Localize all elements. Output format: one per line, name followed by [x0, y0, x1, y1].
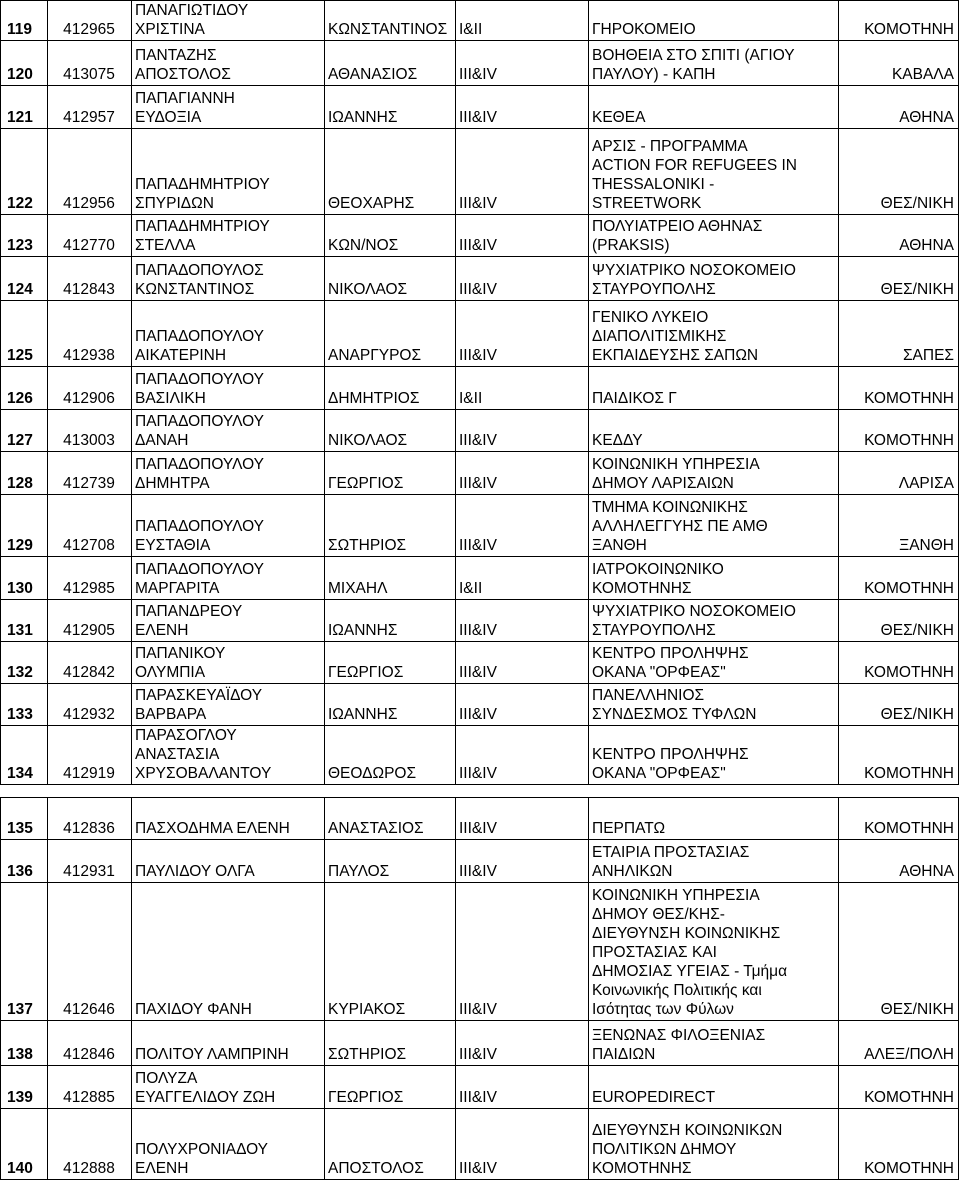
registration-id: 412931: [48, 840, 132, 883]
city-name: ΑΘΗΝΑ: [839, 215, 959, 257]
row-number: 131: [1, 600, 48, 642]
father-name: ΘΕΟΧΑΡΗΣ: [325, 129, 456, 215]
table-row: [1, 410, 959, 452]
row-number: 121: [1, 86, 48, 129]
registration-id: 413075: [48, 41, 132, 86]
semester-level: ΙΙΙ&ΙV: [456, 883, 589, 1021]
agency-name: ΙΑΤΡΟΚΟΙΝΩΝΙΚΟ ΚΟΜΟΤΗΝΗΣ: [589, 557, 839, 600]
row-number: 127: [1, 410, 48, 452]
father-name: ΘΕΟΔΩΡΟΣ: [325, 726, 456, 785]
agency-name: ΚΕΝΤΡΟ ΠΡΟΛΗΨΗΣ ΟΚΑΝΑ "ΟΡΦΕΑΣ": [589, 726, 839, 785]
table-row: [1, 600, 959, 642]
student-name: ΠΑΡΑΣΟΓΛΟΥ ΑΝΑΣΤΑΣΙΑ ΧΡΥΣΟΒΑΛΑΝΤΟΥ: [132, 726, 325, 785]
table-row: [1, 301, 959, 367]
agency-name: ΠΟΛΥΙΑΤΡΕΙΟ ΑΘΗΝΑΣ (PRAKSIS): [589, 215, 839, 257]
semester-level: ΙΙΙ&ΙV: [456, 1021, 589, 1066]
table-row: [1, 1021, 959, 1066]
father-name: ΝΙΚΟΛΑΟΣ: [325, 257, 456, 301]
table-row: [1, 557, 959, 600]
table-row: [1, 1066, 959, 1109]
agency-name: ΚΕΘΕΑ: [589, 86, 839, 129]
registration-id: 412842: [48, 642, 132, 684]
row-number: 125: [1, 301, 48, 367]
registration-id: 412885: [48, 1066, 132, 1109]
row-number: 132: [1, 642, 48, 684]
table-row: [1, 129, 959, 215]
father-name: ΚΥΡΙΑΚΟΣ: [325, 883, 456, 1021]
student-name: ΠΑΠΑΔΟΠΟΥΛΟΥ ΑΙΚΑΤΕΡΙΝΗ: [132, 301, 325, 367]
father-name: ΑΝΑΣΤΑΣΙΟΣ: [325, 798, 456, 840]
father-name: ΚΩΝ/ΝΟΣ: [325, 215, 456, 257]
row-number: 139: [1, 1066, 48, 1109]
row-number: 128: [1, 452, 48, 495]
student-name: ΠΟΛΙΤΟΥ ΛΑΜΠΡΙΝΗ: [132, 1021, 325, 1066]
agency-name: EUROPEDIRECT: [589, 1066, 839, 1109]
father-name: ΓΕΩΡΓΙΟΣ: [325, 452, 456, 495]
semester-level: Ι&ΙΙ: [456, 1, 589, 41]
semester-level: ΙΙΙ&ΙV: [456, 86, 589, 129]
table-row: [1, 684, 959, 726]
city-name: ΚΟΜΟΤΗΝΗ: [839, 557, 959, 600]
table-row: [1, 452, 959, 495]
city-name: ΣΑΠΕΣ: [839, 301, 959, 367]
semester-level: Ι&ΙΙ: [456, 557, 589, 600]
row-number: 140: [1, 1109, 48, 1180]
agency-name: ΕΤΑΙΡΙΑ ΠΡΟΣΤΑΣΙΑΣ ΑΝΗΛΙΚΩΝ: [589, 840, 839, 883]
city-name: ΚΟΜΟΤΗΝΗ: [839, 726, 959, 785]
father-name: ΑΠΟΣΤΟΛΟΣ: [325, 1109, 456, 1180]
father-name: ΚΩΝΣΤΑΝΤΙΝΟΣ: [325, 1, 456, 41]
table-row: [1, 642, 959, 684]
student-name: ΠΑΡΑΣΚΕΥΑΪΔΟΥ ΒΑΡΒΑΡΑ: [132, 684, 325, 726]
semester-level: ΙΙΙ&ΙV: [456, 684, 589, 726]
table-row: [1, 883, 959, 1021]
city-name: ΑΘΗΝΑ: [839, 840, 959, 883]
father-name: ΙΩΑΝΝΗΣ: [325, 600, 456, 642]
semester-level: ΙΙΙ&ΙV: [456, 495, 589, 557]
semester-level: ΙΙΙ&ΙV: [456, 129, 589, 215]
city-name: ΘΕΣ/ΝΙΚΗ: [839, 684, 959, 726]
registration-id: 412905: [48, 600, 132, 642]
agency-name: ΚΟΙΝΩΝΙΚΗ ΥΠΗΡΕΣΙΑ ΔΗΜΟΥ ΘΕΣ/ΚΗΣ- ΔΙΕΥΘΥΝΣΗ ΚΟΙΝΩΝΙΚΗΣ ΠΡΟΣΤΑΣΙΑΣ ΚΑΙ ΔΗΜΟΣΙΑΣ ΥΓΕΙΑΣ - Τμήμα Κοινωνικής Πολιτικής και Ισότητας των Φύλων: [589, 883, 839, 1021]
row-number: 129: [1, 495, 48, 557]
father-name: ΑΘΑΝΑΣΙΟΣ: [325, 41, 456, 86]
semester-level: ΙΙΙ&ΙV: [456, 642, 589, 684]
city-name: ΚΟΜΟΤΗΝΗ: [839, 1066, 959, 1109]
registration-id: 412836: [48, 798, 132, 840]
father-name: ΓΕΩΡΓΙΟΣ: [325, 1066, 456, 1109]
agency-name: ΤΜΗΜΑ ΚΟΙΝΩΝΙΚΗΣ ΑΛΛΗΛΕΓΓΥΗΣ ΠΕ ΑΜΘ ΞΑΝΘΗ: [589, 495, 839, 557]
table-row: [1, 1109, 959, 1180]
registration-id: 412708: [48, 495, 132, 557]
table-row: [1, 41, 959, 86]
father-name: ΜΙΧΑΗΛ: [325, 557, 456, 600]
semester-level: ΙΙΙ&ΙV: [456, 41, 589, 86]
student-name: ΠΑΠΑΓΙΑΝΝΗ ΕΥΔΟΞΙΑ: [132, 86, 325, 129]
agency-name: ΚΕΔΔΥ: [589, 410, 839, 452]
city-name: ΚΟΜΟΤΗΝΗ: [839, 410, 959, 452]
row-number: 123: [1, 215, 48, 257]
table-row: [1, 495, 959, 557]
row-number: 133: [1, 684, 48, 726]
registration-id: 412957: [48, 86, 132, 129]
registration-id: 412938: [48, 301, 132, 367]
student-name: ΠΑΠΑΔΗΜΗΤΡΙΟΥ ΣΠΥΡΙΔΩΝ: [132, 129, 325, 215]
table-row: [1, 86, 959, 129]
semester-level: ΙΙΙ&ΙV: [456, 1066, 589, 1109]
agency-name: ΠΕΡΠΑΤΩ: [589, 798, 839, 840]
city-name: ΘΕΣ/ΝΙΚΗ: [839, 257, 959, 301]
student-name: ΠΑΝΑΓΙΩΤΙΔΟΥ ΧΡΙΣΤΙΝΑ: [132, 1, 325, 41]
registration-id: 412846: [48, 1021, 132, 1066]
row-number: 124: [1, 257, 48, 301]
registration-id: 412646: [48, 883, 132, 1021]
city-name: ΑΘΗΝΑ: [839, 86, 959, 129]
registration-id: 412843: [48, 257, 132, 301]
city-name: ΚΑΒΑΛΑ: [839, 41, 959, 86]
registration-id: 412888: [48, 1109, 132, 1180]
agency-name: ΓΗΡΟΚΟΜΕΙΟ: [589, 1, 839, 41]
father-name: ΝΙΚΟΛΑΟΣ: [325, 410, 456, 452]
semester-level: ΙΙΙ&ΙV: [456, 215, 589, 257]
registration-id: 412965: [48, 1, 132, 41]
semester-level: ΙΙΙ&ΙV: [456, 798, 589, 840]
table-row: [1, 726, 959, 785]
registration-id: 412770: [48, 215, 132, 257]
city-name: ΛΑΡΙΣΑ: [839, 452, 959, 495]
registration-id: 412932: [48, 684, 132, 726]
father-name: ΑΝΑΡΓΥΡΟΣ: [325, 301, 456, 367]
row-number: 130: [1, 557, 48, 600]
row-number: 135: [1, 798, 48, 840]
student-name: ΠΟΛΥΧΡΟΝΙΑΔΟΥ ΕΛΕΝΗ: [132, 1109, 325, 1180]
student-name: ΠΑΥΛΙΔΟΥ ΟΛΓΑ: [132, 840, 325, 883]
student-name: ΠΑΠΑΔΟΠΟΥΛΟΥ ΒΑΣΙΛΙΚΗ: [132, 367, 325, 410]
registration-id: 412919: [48, 726, 132, 785]
student-name: ΠΑΠΑΔΟΠΟΥΛΟΥ ΜΑΡΓΑΡΙΤΑ: [132, 557, 325, 600]
row-number: 126: [1, 367, 48, 410]
father-name: ΔΗΜΗΤΡΙΟΣ: [325, 367, 456, 410]
row-number: 136: [1, 840, 48, 883]
row-number: 137: [1, 883, 48, 1021]
city-name: ΚΟΜΟΤΗΝΗ: [839, 642, 959, 684]
father-name: ΠΑΥΛΟΣ: [325, 840, 456, 883]
father-name: ΙΩΑΝΝΗΣ: [325, 86, 456, 129]
table-row: [1, 215, 959, 257]
registration-id: 412985: [48, 557, 132, 600]
student-name: ΠΑΠΑΝΔΡΕΟΥ ΕΛΕΝΗ: [132, 600, 325, 642]
semester-level: ΙΙΙ&ΙV: [456, 301, 589, 367]
student-name: ΠΟΛΥΖΑ ΕΥΑΓΓΕΛΙΔΟΥ ΖΩΗ: [132, 1066, 325, 1109]
agency-name: ΠΑΙΔΙΚΟΣ Γ: [589, 367, 839, 410]
row-number: 119: [1, 1, 48, 41]
city-name: ΚΟΜΟΤΗΝΗ: [839, 798, 959, 840]
semester-level: ΙΙΙ&ΙV: [456, 452, 589, 495]
city-name: ΑΛΕΞ/ΠΟΛΗ: [839, 1021, 959, 1066]
city-name: ΚΟΜΟΤΗΝΗ: [839, 367, 959, 410]
city-name: ΚΟΜΟΤΗΝΗ: [839, 1109, 959, 1180]
table-row: [1, 798, 959, 840]
agency-name: ΨΥΧΙΑΤΡΙΚΟ ΝΟΣΟΚΟΜΕΙΟ ΣΤΑΥΡΟΥΠΟΛΗΣ: [589, 257, 839, 301]
agency-name: ΠΑΝΕΛΛΗΝΙΟΣ ΣΥΝΔΕΣΜΟΣ ΤΥΦΛΩΝ: [589, 684, 839, 726]
father-name: ΣΩΤΗΡΙΟΣ: [325, 1021, 456, 1066]
semester-level: ΙΙΙ&ΙV: [456, 840, 589, 883]
semester-level: ΙΙΙ&ΙV: [456, 1109, 589, 1180]
city-name: ΘΕΣ/ΝΙΚΗ: [839, 600, 959, 642]
city-name: ΚΟΜΟΤΗΝΗ: [839, 1, 959, 41]
student-name: ΠΑΠΑΔΟΠΟΥΛΟΥ ΔΑΝΑΗ: [132, 410, 325, 452]
registration-id: 412906: [48, 367, 132, 410]
student-name: ΠΑΣΧΟΔΗΜΑ ΕΛΕΝΗ: [132, 798, 325, 840]
father-name: ΙΩΑΝΝΗΣ: [325, 684, 456, 726]
father-name: ΣΩΤΗΡΙΟΣ: [325, 495, 456, 557]
row-number: 134: [1, 726, 48, 785]
agency-name: ΓΕΝΙΚΟ ΛΥΚΕΙΟ ΔΙΑΠΟΛΙΤΙΣΜΙΚΗΣ ΕΚΠΑΙΔΕΥΣΗΣ ΣΑΠΩΝ: [589, 301, 839, 367]
city-name: ΞΑΝΘΗ: [839, 495, 959, 557]
student-name: ΠΑΧΙΔΟΥ ΦΑΝΗ: [132, 883, 325, 1021]
agency-name: ΒΟΗΘΕΙΑ ΣΤΟ ΣΠΙΤΙ (ΑΓΙΟΥ ΠΑΥΛΟΥ) - ΚΑΠΗ: [589, 41, 839, 86]
table-row: [1, 367, 959, 410]
row-number: 120: [1, 41, 48, 86]
table-row: [1, 1, 959, 41]
father-name: ΓΕΩΡΓΙΟΣ: [325, 642, 456, 684]
row-number: 138: [1, 1021, 48, 1066]
student-name: ΠΑΠΑΝΙΚΟΥ ΟΛΥΜΠΙΑ: [132, 642, 325, 684]
table-row: [1, 257, 959, 301]
agency-name: ΨΥΧΙΑΤΡΙΚΟ ΝΟΣΟΚΟΜΕΙΟ ΣΤΑΥΡΟΥΠΟΛΗΣ: [589, 600, 839, 642]
semester-level: ΙΙΙ&ΙV: [456, 257, 589, 301]
student-name: ΠΑΠΑΔΗΜΗΤΡΙΟΥ ΣΤΕΛΛΑ: [132, 215, 325, 257]
row-number: 122: [1, 129, 48, 215]
agency-name: ΚΟΙΝΩΝΙΚΗ ΥΠΗΡΕΣΙΑ ΔΗΜΟΥ ΛΑΡΙΣΑΙΩΝ: [589, 452, 839, 495]
student-name: ΠΑΠΑΔΟΠΟΥΛΟΣ ΚΩΝΣΤΑΝΤΙΝΟΣ: [132, 257, 325, 301]
agency-name: ΞΕΝΩΝΑΣ ΦΙΛΟΞΕΝΙΑΣ ΠΑΙΔΙΩΝ: [589, 1021, 839, 1066]
agency-name: ΔΙΕΥΘΥΝΣΗ ΚΟΙΝΩΝΙΚΩΝ ΠΟΛΙΤΙΚΩΝ ΔΗΜΟΥ ΚΟΜΟΤΗΝΗΣ: [589, 1109, 839, 1180]
city-name: ΘΕΣ/ΝΙΚΗ: [839, 883, 959, 1021]
semester-level: Ι&ΙΙ: [456, 367, 589, 410]
student-name: ΠΑΠΑΔΟΠΟΥΛΟΥ ΔΗΜΗΤΡΑ: [132, 452, 325, 495]
agency-name: ΑΡΣΙΣ - ΠΡΟΓΡΑΜΜΑ ACTION FOR REFUGEES IN THESSALONIKI - STREETWORK: [589, 129, 839, 215]
registration-id: 413003: [48, 410, 132, 452]
registration-id: 412956: [48, 129, 132, 215]
placement-table-2: [0, 797, 959, 1180]
registration-id: 412739: [48, 452, 132, 495]
student-name: ΠΑΠΑΔΟΠΟΥΛΟΥ ΕΥΣΤΑΘΙΑ: [132, 495, 325, 557]
student-name: ΠΑΝΤΑΖΗΣ ΑΠΟΣΤΟΛΟΣ: [132, 41, 325, 86]
city-name: ΘΕΣ/ΝΙΚΗ: [839, 129, 959, 215]
semester-level: ΙΙΙ&ΙV: [456, 726, 589, 785]
semester-level: ΙΙΙ&ΙV: [456, 410, 589, 452]
semester-level: ΙΙΙ&ΙV: [456, 600, 589, 642]
agency-name: ΚΕΝΤΡΟ ΠΡΟΛΗΨΗΣ ΟΚΑΝΑ "ΟΡΦΕΑΣ": [589, 642, 839, 684]
table-row: [1, 840, 959, 883]
